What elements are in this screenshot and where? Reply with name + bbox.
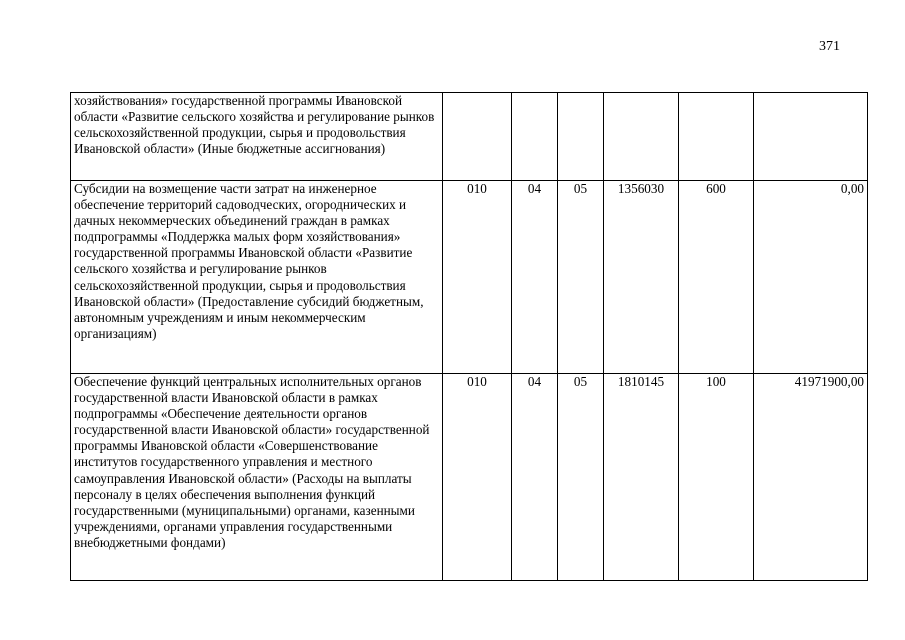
table-row: [71, 181, 868, 374]
admin-code-cell: 010: [443, 181, 512, 374]
target-code-cell: 1810145: [604, 374, 679, 581]
amount-cell: [754, 93, 868, 181]
admin-code-cell: 010: [443, 374, 512, 581]
subsection-code-cell: 05: [558, 181, 604, 374]
page-number: 371: [819, 39, 840, 54]
budget-table: [70, 92, 868, 581]
row-name-cell: хозяйствования» государственной программы Ивановской области «Развитие сельского хозяйства и регулирование рынков сельскохозяйственной продукции, сырья и продовольствия Ивановской области» (Иные бюджетные ассигнования): [71, 93, 443, 181]
row-name-cell: Субсидии на возмещение части затрат на инженерное обеспечение территорий садоводческих, огороднических и дачных некоммерческих объединений граждан в рамках подпрограммы «Поддержка малых форм хозяйствования» государственной программы Ивановской области «Развитие сельского хозяйства и регулирование рынков сельскохозяйственной продукции, сырья и продовольствия Ивановской области» (Предоставление субсидий бюджетным, автономным учреждениям и иным некоммерческим организациям): [71, 181, 443, 374]
admin-code-cell: [443, 93, 512, 181]
subsection-code-cell: [558, 93, 604, 181]
amount-cell: 0,00: [754, 181, 868, 374]
section-code-cell: 04: [512, 181, 558, 374]
section-code-cell: 04: [512, 374, 558, 581]
amount-cell: 41971900,00: [754, 374, 868, 581]
expense-type-cell: 600: [679, 181, 754, 374]
table-row: [71, 93, 868, 181]
target-code-cell: 1356030: [604, 181, 679, 374]
target-code-cell: [604, 93, 679, 181]
row-name-cell: Обеспечение функций центральных исполнительных органов государственной власти Ивановской области в рамках подпрограммы «Обеспечение деятельности органов государственной власти Ивановской области» государственной программы Ивановской области «Совершенствование институтов государственного управления и местного самоуправления Ивановской области» (Расходы на выплаты персоналу в целях обеспечения выполнения функций государственными (муниципальными) органами, казенными учреждениями, органами управления государственными внебюджетными фондами): [71, 374, 443, 581]
table-row: [71, 374, 868, 581]
subsection-code-cell: 05: [558, 374, 604, 581]
section-code-cell: [512, 93, 558, 181]
expense-type-cell: [679, 93, 754, 181]
expense-type-cell: 100: [679, 374, 754, 581]
